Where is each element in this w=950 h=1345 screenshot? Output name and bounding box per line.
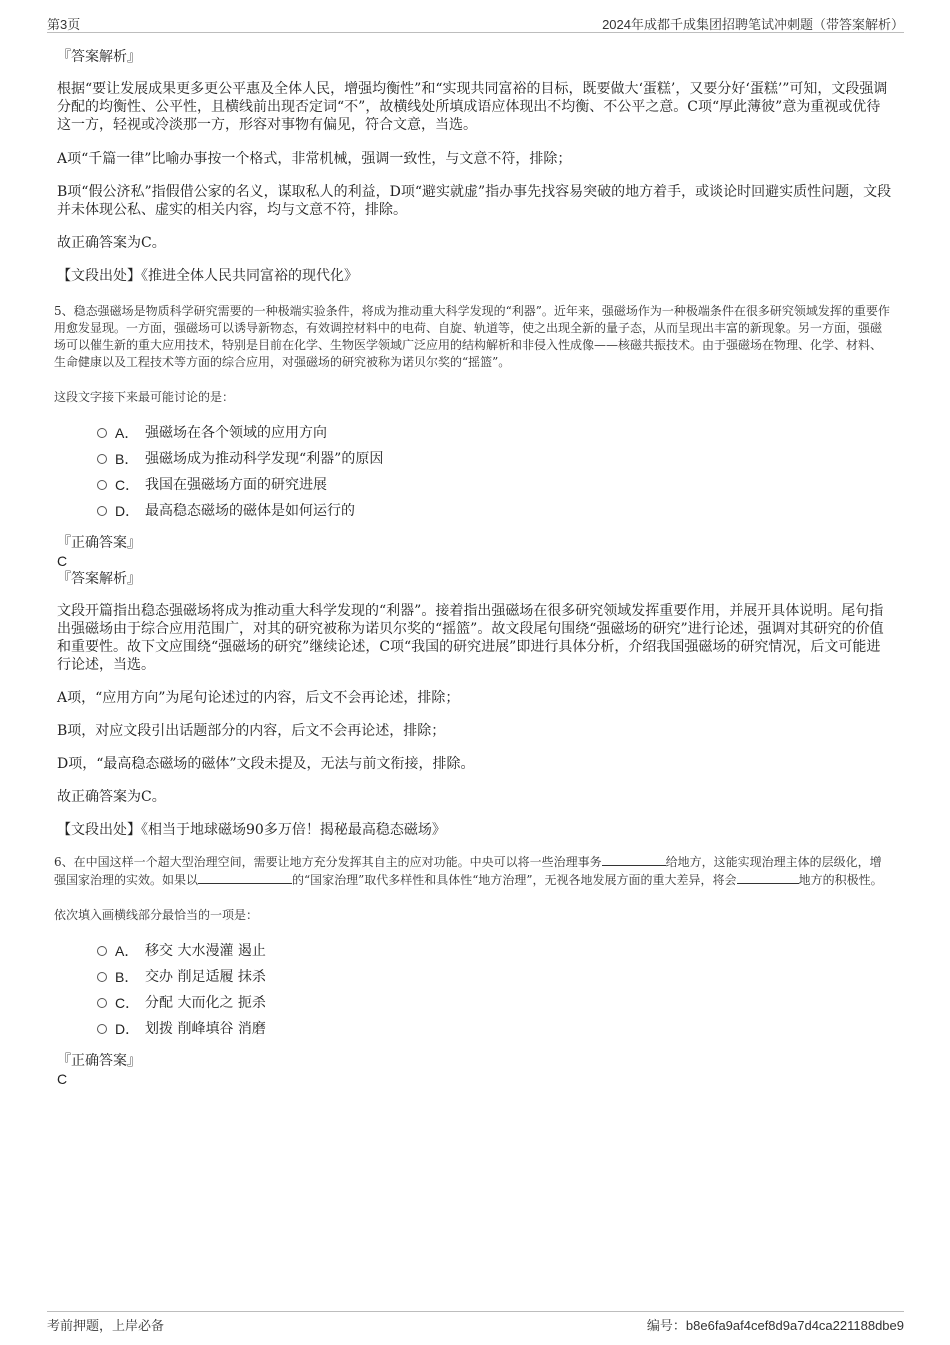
analysis-paragraph: 故正确答案为C。 (57, 789, 166, 805)
analysis-paragraph: D项，“最高稳态磁场的磁体”文段未提及，无法与前文衔接，排除。 (57, 756, 475, 772)
correct-answer: C (57, 553, 68, 569)
option-a[interactable]: A． 强磁场在各个领域的应用方向 (97, 420, 893, 446)
source-citation: 【文段出处】《相当于地球磁场90多万倍！揭秘最高稳态磁场》 (57, 822, 446, 838)
analysis-paragraph: A项“千篇一律”比喻办事按一个格式，非常机械，强调一致性，与文意不符，排除； (57, 151, 572, 167)
question-6-text: 6、在中国这样一个超大型治理空间，需要让地方充分发挥其自主的应对功能。中央可以将一些治理事务 给地方，这能实现治理主体的层级化，增强国家治理的实效。如果以 的“国家治理”取代多样性和具体性“地方治理”，无视各地发展方面的重大差异，将会 地方的积极性。 (54, 855, 883, 887)
radio-icon[interactable] (97, 998, 107, 1008)
option-d[interactable]: D． 最高稳态磁场的磁体是如何运行的 (97, 498, 893, 524)
option-b[interactable]: B． 交办 削足适履 抹杀 (97, 964, 893, 990)
radio-icon[interactable] (97, 506, 107, 516)
radio-icon[interactable] (97, 454, 107, 464)
correct-answer: C (57, 1071, 68, 1087)
page-content (54, 48, 893, 1088)
analysis-paragraph: 文段开篇指出稳态强磁场将成为推动重大科学发现的“利器”。接着指出强磁场在很多研究领域发挥重要作用，并展开具体说明。尾句指出强磁场由于综合应用范围广，对其的研究被称为诺贝尔奖的“摇篮”。故文段尾句围绕“强磁场的研究”进行论述，强调对其研究的价值和重要性。故下文应围绕“强磁场的研究”继续论述，C项“我国的研究进展”即进行具体分析，介绍我国强磁场的研究情况，后文可能进行论述，当选。 (57, 603, 884, 673)
page-header (47, 14, 904, 33)
option-c[interactable]: C． 分配 大而化之 扼杀 (97, 990, 893, 1016)
radio-icon[interactable] (97, 946, 107, 956)
analysis-paragraph: A项，“应用方向”为尾句论述过的内容，后文不会再论述，排除； (57, 690, 460, 706)
option-b[interactable]: B． 强磁场成为推动科学发现“利器”的原因 (97, 446, 893, 472)
radio-icon[interactable] (97, 480, 107, 490)
question-5-options (97, 420, 893, 524)
correct-answer-label: 『正确答案』 (57, 1053, 141, 1069)
question-6-prompt: 依次填入画横线部分最恰当的一项是： (54, 908, 259, 922)
analysis-paragraph: B项“假公济私”指假借公家的名义，谋取私人的利益，D项“避实就虚”指办事先找容易突破的地方着手，或谈论时回避实质性问题，文段并未体现公私、虚实的相关内容，均与文意不符，排除。 (57, 184, 892, 218)
fill-blank-1 (602, 853, 666, 866)
question-5-text: 5、稳态强磁场是物质科学研究需要的一种极端实验条件，将成为推动重大科学发现的“利器”。近年来，强磁场作为一种极端条件在很多研究领域发挥的重要作用愈发显现。一方面，强磁场可以诱导新物态，有效调控材料中的电荷、自旋、轨道等，使之出现全新的量子态，从而呈现出丰富的新现象。另一方面，强磁场可以催生新的重大应用技术，特别是目前在化学、生物医学领域广泛应用的结构解析和非侵入性成像——核磁共振技术。由于强磁场在物理、化学、材料、生命健康以及工程技术等方面的综合应用，对强磁场的研究被称为诺贝尔奖的“摇篮”。 (54, 304, 890, 369)
document-id: 编号：b8e6fa9af4cef8d9a7d4ca221188dbe9 (646, 1318, 904, 1333)
fill-blank-3 (737, 871, 799, 884)
analysis-paragraph: B项，对应文段引出话题部分的内容，后文不会再论述，排除； (57, 723, 446, 739)
radio-icon[interactable] (97, 972, 107, 982)
analysis-paragraph: 根据“要让发展成果更多更公平惠及全体人民，增强均衡性”和“实现共同富裕的目标，既要做大‘蛋糕’，又要分好‘蛋糕’”可知，文段强调分配的均衡性、公平性，且横线前出现否定词“不”，故横线处所填成语应体现出不均衡、不公平之意。C项“厚此薄彼”意为重视或优待这一方，轻视或冷淡那一方，形容对事物有偏见，符合文意，当选。 (57, 81, 888, 133)
analysis-label: 『答案解析』 (57, 49, 141, 65)
page-footer (47, 1311, 904, 1334)
option-d[interactable]: D． 划拨 削峰填谷 消磨 (97, 1016, 893, 1042)
analysis-label: 『答案解析』 (57, 571, 141, 587)
radio-icon[interactable] (97, 428, 107, 438)
question-5-prompt: 这段文字接下来最可能讨论的是： (54, 390, 235, 404)
footer-slogan: 考前押题，上岸必备 (47, 1318, 165, 1333)
option-c[interactable]: C． 我国在强磁场方面的研究进展 (97, 472, 893, 498)
page-number: 第3页 (47, 17, 81, 32)
option-a[interactable]: A． 移交 大水漫灌 遏止 (97, 938, 893, 964)
fill-blank-2 (198, 871, 292, 884)
question-6-options (97, 938, 893, 1042)
analysis-paragraph: 故正确答案为C。 (57, 235, 166, 251)
source-citation: 【文段出处】《推进全体人民共同富裕的现代化》 (57, 268, 358, 284)
radio-icon[interactable] (97, 1024, 107, 1034)
correct-answer-label: 『正确答案』 (57, 535, 141, 551)
document-title: 2024年成都千成集团招聘笔试冲刺题（带答案解析） (602, 17, 904, 32)
